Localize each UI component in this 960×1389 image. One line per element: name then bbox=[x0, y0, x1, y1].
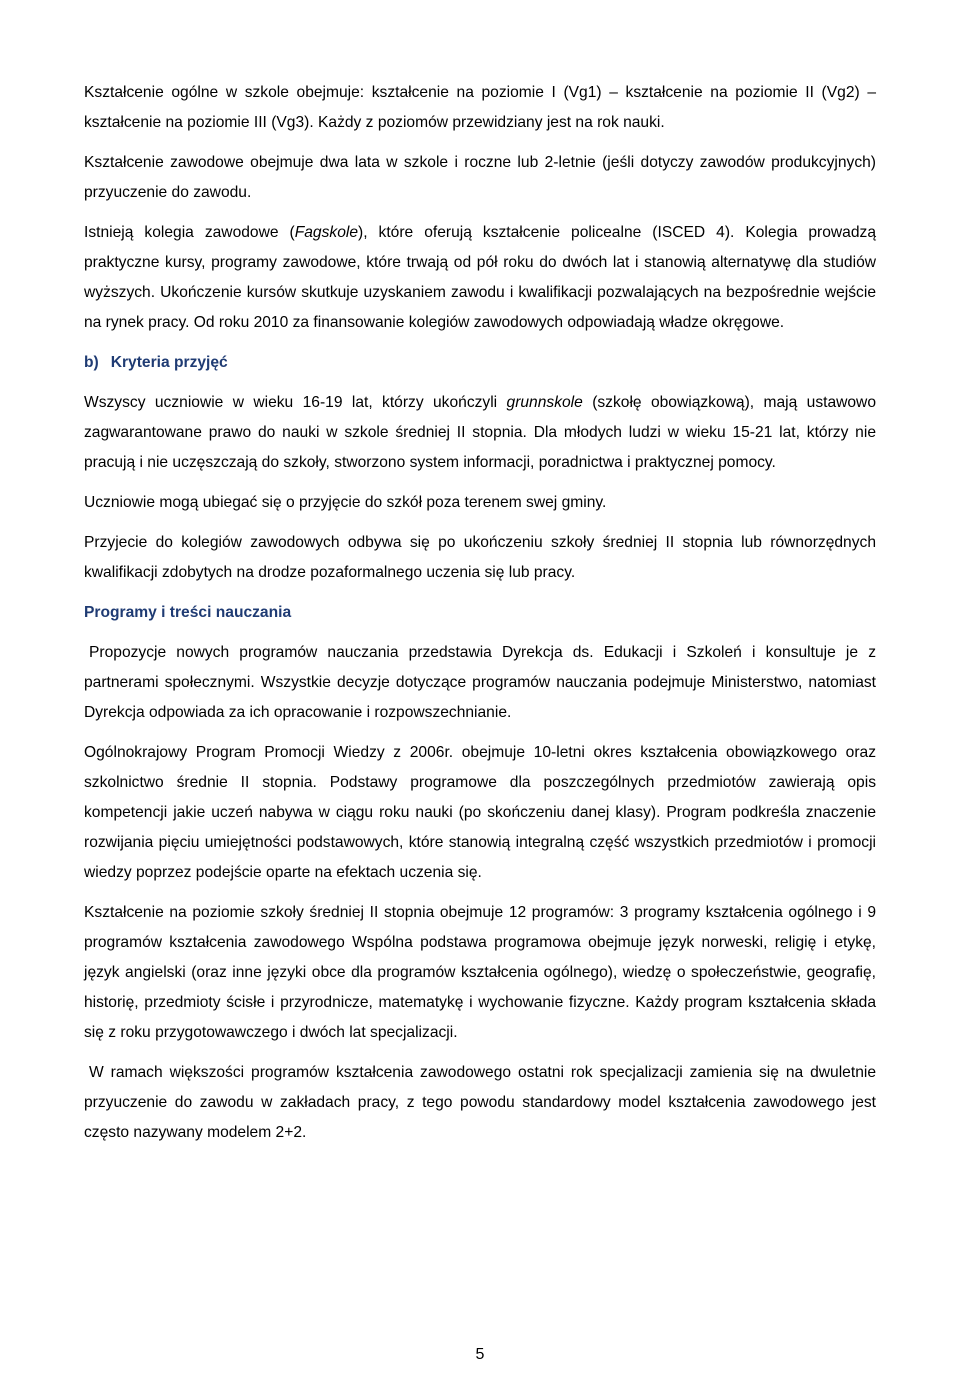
heading-label: b) bbox=[84, 354, 99, 371]
section-heading-programs: Programy i treści nauczania bbox=[84, 604, 292, 621]
paragraph-students-rights bbox=[84, 388, 876, 478]
term-grunnskole: grunnskole bbox=[506, 394, 583, 411]
paragraph-school-choice: Uczniowie mogą ubiegać się o przyjęcie do szkół poza terenem swej gminy. bbox=[84, 494, 607, 511]
heading-title: Kryteria przyjęć bbox=[110, 354, 228, 371]
section-heading-admission-criteria bbox=[84, 348, 876, 378]
text: ), które oferują kształcenie policealne (ISCED 4). Kolegia prowadzą praktyczne kursy, programy zawodowe, które trwają od pół roku do dwóch lat i stanowią alternatywę dla studiów wyższych. Ukończenie kursów skutkuje uzyskaniem zawodu i kwalifikacji pozwalających na bezpośrednie wejście na rynek pracy. Od roku 2010 za finansowanie kolegiów zawodowych odpowiadają władze okręgowe. bbox=[84, 224, 877, 331]
paragraph-vocational-education: Kształcenie zawodowe obejmuje dwa lata w szkole i roczne lub 2-letnie (jeśli dotyczy zawodów produkcyjnych) przyuczenie do zawodu. bbox=[84, 154, 876, 201]
paragraph-knowledge-program: Ogólnokrajowy Program Promocji Wiedzy z 2006r. obejmuje 10-letni okres kształcenia obowiązkowego oraz szkolnictwo średnie II stopnia. Podstawy programowe dla poszczególnych przedmiotów zawierają opis kompetencji jakie uczeń nabywa w ciągu roku nauki (po skończeniu danej klasy). Program podkreśla znaczenie rozwijania pięciu umiejętności podstawowych, które stanowią integralną część wszystkich przedmiotów i promocji wiedzy poprzez podejście oparte na efektach uczenia się. bbox=[84, 744, 876, 881]
text: Istnieją kolegia zawodowe ( bbox=[84, 224, 295, 241]
paragraph-curriculum-proposals: Propozycje nowych programów nauczania przedstawia Dyrekcja ds. Edukacji i Szkoleń i konsultuje je z partnerami społecznymi. Wszystkie decyzje dotyczące programów nauczania podejmuje Ministerstwo, natomiast Dyrekcja odpowiada za ich opracowanie i rozpowszechnianie. bbox=[84, 644, 876, 721]
term-fagskole: Fagskole bbox=[294, 224, 359, 241]
paragraph-model-2-2: W ramach większości programów kształcenia zawodowego ostatni rok specjalizacji zamienia się na dwuletnie przyuczenie do zawodu w zakładach pracy, z tego powodu standardowy model kształcenia zawodowego jest często nazywany modelem 2+2. bbox=[84, 1064, 876, 1141]
paragraph-general-education: Kształcenie ogólne w szkole obejmuje: kształcenie na poziomie I (Vg1) – kształcenie na poziomie II (Vg2) – kształcenie na poziomie III (Vg3). Każdy z poziomów przewidziany jest na rok nauki. bbox=[84, 84, 876, 131]
paragraph-college-admission: Przyjecie do kolegiów zawodowych odbywa się po ukończeniu szkoły średniej II stopnia lub równorzędnych kwalifikacji zdobytych na drodze pozaformalnego uczenia się lub pracy. bbox=[84, 534, 876, 581]
page-number: 5 bbox=[475, 1346, 485, 1363]
paragraph-secondary-programs: Kształcenie na poziomie szkoły średniej II stopnia obejmuje 12 programów: 3 programy kształcenia ogólnego i 9 programów kształcenia zawodowego Wspólna podstawa programowa obejmuje język norweski, religię i etykę, język angielski (oraz inne języki obce dla programów kształcenia ogólnego), wiedzę o społeczeństwie, geografię, historię, przedmioty ścisłe i przyrodnicze, matematykę i wychowanie fizyczne. Każdy program kształcenia składa się z roku przygotowawczego i dwóch lat specjalizacji. bbox=[84, 904, 876, 1041]
paragraph-vocational-colleges bbox=[84, 218, 876, 338]
document-body bbox=[84, 78, 876, 1158]
text: Wszyscy uczniowie w wieku 16-19 lat, którzy ukończyli bbox=[84, 394, 507, 411]
text: (szkołę obowiązkową), mają ustawowo zagwarantowane prawo do nauki w szkole średniej II stopnia. Dla młodych ludzi w wieku 15-21 lat, którzy nie pracują i nie uczęszczają do szkoły, stworzono system informacji, poradnictwa i praktycznej pomocy. bbox=[84, 394, 876, 471]
